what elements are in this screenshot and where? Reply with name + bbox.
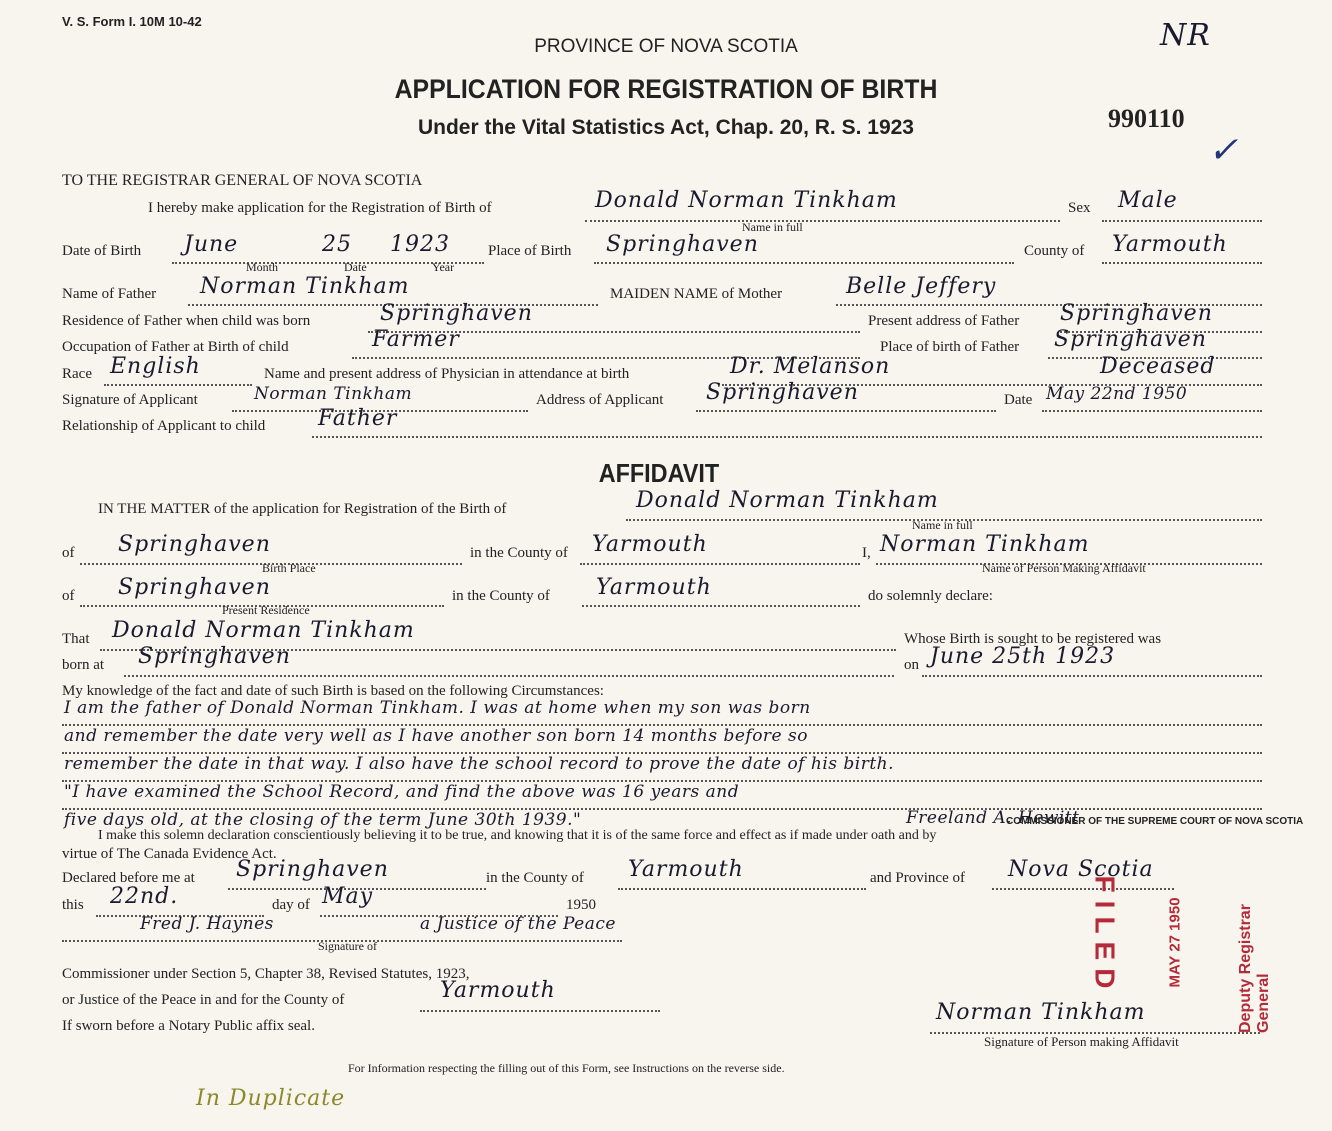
race-label: Race xyxy=(62,366,92,382)
occupation-value: Farmer xyxy=(372,327,460,352)
born-place: Springhaven xyxy=(138,644,291,669)
county-value: Yarmouth xyxy=(1112,232,1228,257)
affidavit-child-name: Donald Norman Tinkham xyxy=(636,488,939,513)
declared-month: May xyxy=(322,884,374,909)
on-label: on xyxy=(904,657,919,673)
physician-name: Dr. Melanson xyxy=(730,354,891,379)
pob-value: Springhaven xyxy=(606,232,759,257)
dob-year: 1923 xyxy=(390,232,450,257)
birth-place-caption: Birth Place xyxy=(262,561,316,575)
registrar-line: TO THE REGISTRAR GENERAL OF NOVA SCOTIA xyxy=(62,172,423,189)
affiant-signature: Norman Tinkham xyxy=(936,1000,1146,1025)
registration-number: 990110 xyxy=(1108,104,1185,133)
i-label: I, xyxy=(862,545,871,561)
pob-label: Place of Birth xyxy=(488,243,572,259)
applicant-signature: Norman Tinkham xyxy=(254,384,413,404)
affiant-name: Norman Tinkham xyxy=(880,532,1090,557)
commissioner-caption: COMMISSIONER OF THE SUPREME COURT OF NOVA SCOTIA xyxy=(1006,816,1304,827)
in-county-label-2: in the County of xyxy=(452,588,550,604)
declared-province: Nova Scotia xyxy=(1008,857,1154,882)
circumstance-line: "I have examined the School Record, and find the above was 16 years and xyxy=(64,782,740,802)
year-caption: Year xyxy=(432,260,455,274)
stamp-date: MAY 27 1950 xyxy=(1166,897,1184,988)
father-pob-value: Springhaven xyxy=(1054,327,1207,352)
day-of-label: day of xyxy=(272,897,310,913)
knowledge-label: My knowledge of the fact and date of such Birth is based on the following Circumstances: xyxy=(62,683,604,699)
present-address-value: Springhaven xyxy=(1060,301,1213,326)
physician-label: Name and present address of Physician in attendance at birth xyxy=(264,366,630,382)
affiant-caption: Name of Person Making Affidavit xyxy=(982,561,1146,575)
duplicate-note: In Duplicate xyxy=(196,1086,346,1111)
sex-label: Sex xyxy=(1068,200,1091,216)
occupation-label: Occupation of Father at Birth of child xyxy=(62,339,289,355)
county-label: County of xyxy=(1024,243,1085,259)
filed-stamp: FILED xyxy=(1089,875,1121,997)
mother-name: Belle Jeffery xyxy=(846,274,997,299)
province-heading: PROVINCE OF NOVA SCOTIA xyxy=(534,36,798,57)
residence-value: Springhaven xyxy=(380,301,533,326)
app-date-value: May 22nd 1950 xyxy=(1046,384,1188,404)
in-county-label-3: in the County of xyxy=(486,870,584,886)
dob-day: 25 xyxy=(322,232,352,257)
commissioner-line: Commissioner under Section 5, Chapter 38, Revised Statutes, 1923, xyxy=(62,966,470,982)
declared-place: Springhaven xyxy=(236,857,389,882)
declared-day: 22nd. xyxy=(110,884,179,909)
dob-month: June xyxy=(184,232,239,257)
whose-birth-label: Whose Birth is sought to be registered was xyxy=(904,631,1162,647)
applicant-address-value: Springhaven xyxy=(706,380,859,405)
sex-value: Male xyxy=(1118,188,1178,213)
notary-line: If sworn before a Notary Public affix seal. xyxy=(62,1018,315,1034)
born-at-label: born at xyxy=(62,657,105,673)
province-label: and Province of xyxy=(870,870,965,886)
declare-label: do solemnly declare: xyxy=(868,588,993,604)
circumstance-line: I am the father of Donald Norman Tinkham. I was at home when my son was born xyxy=(64,698,811,718)
intro-label: I hereby make application for the Registration of Birth of xyxy=(148,200,492,216)
born-date: June 25th 1923 xyxy=(930,644,1116,669)
commissioner-signature: Freeland A. Hewitt xyxy=(906,808,1080,828)
applicant-sig-label: Signature of Applicant xyxy=(62,392,198,408)
affidavit-heading: AFFIDAVIT xyxy=(598,458,720,488)
father-name: Norman Tinkham xyxy=(200,274,410,299)
justice-title: a Justice of the Peace xyxy=(420,914,616,934)
circumstance-line: remember the date in that way. I also have the school record to prove the date of his birth. xyxy=(64,754,895,774)
form-title: APPLICATION FOR REGISTRATION OF BIRTH xyxy=(394,74,938,104)
of-label-1: of xyxy=(62,545,75,561)
that-name: Donald Norman Tinkham xyxy=(112,618,415,643)
justice-line: or Justice of the Peace in and for the County of xyxy=(62,992,345,1008)
of-label-2: of xyxy=(62,588,75,604)
name-in-full-caption: Name in full xyxy=(742,220,803,234)
physician-address: Deceased xyxy=(1100,354,1216,379)
father-label: Name of Father xyxy=(62,286,157,302)
footer-info: For Information respecting the filling out of this Form, see Instructions on the reverse side. xyxy=(348,1061,785,1075)
this-label: this xyxy=(62,897,84,913)
relationship-value: Father xyxy=(318,406,398,431)
nr-annotation: NR xyxy=(1160,18,1211,53)
applicant-address-label: Address of Applicant xyxy=(536,392,664,408)
declared-label: Declared before me at xyxy=(62,870,195,886)
stamp-office: Deputy Registrar General xyxy=(1237,904,1272,1033)
present-residence-caption: Present Residence xyxy=(222,603,310,617)
affidavit-county-1: Yarmouth xyxy=(592,532,708,557)
justice-signature: Fred J. Haynes xyxy=(140,914,274,934)
affiant-signature-caption: Signature of Person making Affidavit xyxy=(984,1034,1179,1049)
mother-label: MAIDEN NAME of Mother xyxy=(610,286,783,302)
app-date-label: Date xyxy=(1004,392,1033,408)
present-address-label: Present address of Father xyxy=(868,313,1020,329)
solemn-line-1: I make this solemn declaration conscientiously believing it to be true, and knowing that it is of the same force and effect as if made under oath and by xyxy=(98,828,937,843)
check-mark-icon: ✓ xyxy=(1208,130,1240,171)
relationship-label: Relationship of Applicant to child xyxy=(62,418,266,434)
affidavit-name-caption: Name in full xyxy=(912,518,973,532)
that-label: That xyxy=(62,631,90,647)
declared-county: Yarmouth xyxy=(628,857,744,882)
solemn-line-2: virtue of The Canada Evidence Act. xyxy=(62,846,277,862)
dob-label: Date of Birth xyxy=(62,243,142,259)
form-subtitle: Under the Vital Statistics Act, Chap. 20, R. S. 1923 xyxy=(417,116,914,139)
circumstance-line: five days old, at the closing of the term June 30th 1939." xyxy=(64,810,582,830)
affidavit-birth-place: Springhaven xyxy=(118,532,271,557)
affidavit-present-residence: Springhaven xyxy=(118,575,271,600)
circumstance-line: and remember the date very well as I have another son born 14 months before so xyxy=(64,726,808,746)
justice-county: Yarmouth xyxy=(440,978,556,1003)
month-caption: Month xyxy=(246,260,279,274)
matter-label: IN THE MATTER of the application for Registration of the Birth of xyxy=(98,501,507,517)
father-pob-label: Place of birth of Father xyxy=(880,339,1020,355)
date-caption: Date xyxy=(344,260,367,274)
in-county-label-1: in the County of xyxy=(470,545,568,561)
race-value: English xyxy=(110,354,201,379)
form-id: V. S. Form I. 10M 10-42 xyxy=(62,14,202,29)
declared-year: 1950 xyxy=(566,897,596,913)
child-name: Donald Norman Tinkham xyxy=(595,188,898,213)
affidavit-county-2: Yarmouth xyxy=(596,575,712,600)
signature-of-caption: Signature of xyxy=(318,939,377,953)
residence-label: Residence of Father when child was born xyxy=(62,313,311,329)
